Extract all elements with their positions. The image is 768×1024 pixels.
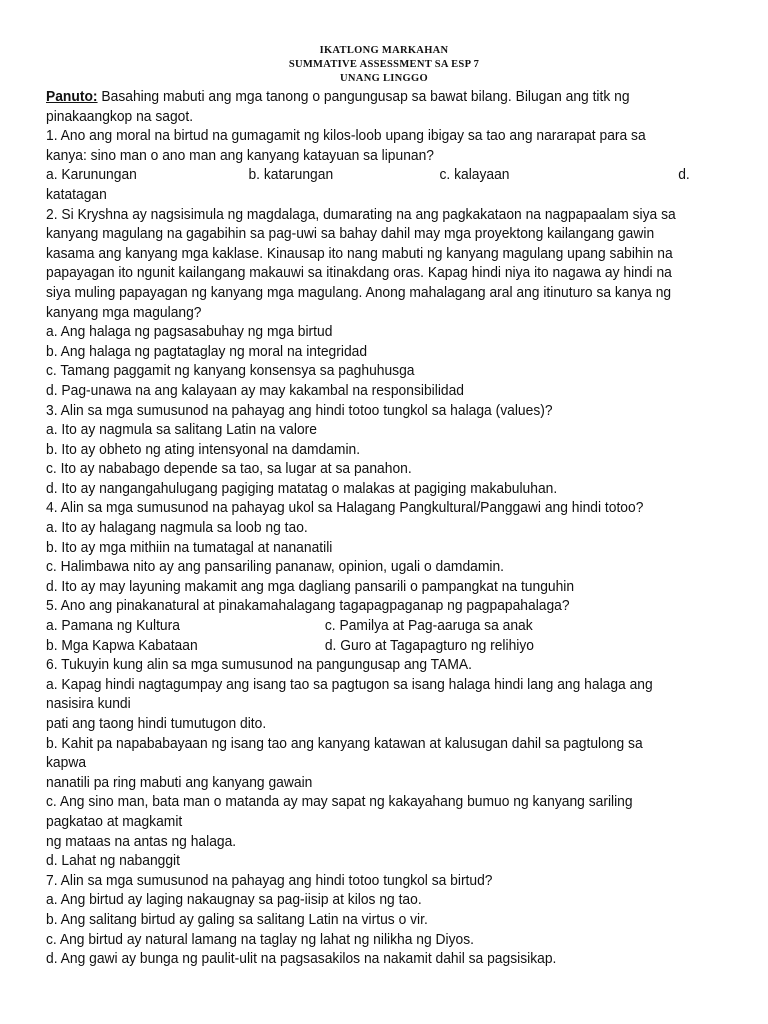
choice-a-cont: nasisira kundi	[46, 696, 131, 713]
choice-b: b. Ang halaga ng pagtataglay ng moral na integridad	[46, 343, 368, 360]
assessment-title: SUMMATIVE ASSESSMENT SA ESP 7	[288, 59, 480, 70]
choice-b: b. Mga Kapwa Kabataan	[46, 637, 198, 654]
choice-c-cont: ng mataas na antas ng halaga.	[46, 833, 237, 850]
question-2-cont: siya muling papayagan ng kanyang mga magulang. Anong mahalagang aral ang itinuturo sa kanya ng	[46, 284, 672, 301]
choice-c: c. kalayaan	[439, 167, 510, 184]
choice-c: c. Pamilya at Pag-aaruga sa anak	[324, 618, 533, 635]
question-1: 1. Ano ang moral na birtud na gumagamit ng kilos-loob upang ibigay sa tao ang nararapat para sa	[46, 128, 646, 145]
choice-c-cont: pagkatao at magkamit	[46, 813, 183, 830]
instructions-text-cont: pinakaangkop na sagot.	[46, 108, 194, 125]
document-body	[46, 88, 692, 970]
question-3: 3. Alin sa mga sumusunod na pahayag ang hindi totoo tungkol sa halaga (values)?	[46, 402, 553, 419]
choice-b: b. Ito ay mga mithiin na tumatagal at nananatili	[46, 539, 333, 556]
choice-d: d. Pag-unawa na ang kalayaan ay may kakambal na responsibilidad	[46, 382, 465, 399]
choice-a: a. Ang birtud ay laging nakaugnay sa pag-iisip at kilos ng tao.	[46, 892, 422, 909]
question-4: 4. Alin sa mga sumusunod na pahayag ukol sa Halagang Pangkultural/Panggawi ang hindi totoo?	[46, 500, 644, 517]
instructions-label: Panuto:	[46, 89, 98, 105]
choice-a: a. Ito ay halagang nagmula sa loob ng tao.	[46, 520, 308, 537]
question-6: 6. Tukuyin kung alin sa mga sumusunod na pangungusap ang TAMA.	[46, 657, 472, 674]
week-heading: UNANG LINGGO	[340, 73, 428, 84]
choice-a: a. Karunungan	[46, 167, 137, 184]
choice-d: d. Ito ay may layuning makamit ang mga dagliang pansarili o pampangkat na tunguhin	[46, 578, 575, 595]
instructions-text: Basahing mabuti ang mga tanong o pangungusap sa bawat bilang. Bilugan ang titk ng	[97, 89, 630, 105]
instructions	[46, 88, 692, 108]
question-5-choices-row2	[46, 637, 692, 657]
choice-d: d. Lahat ng nabanggit	[46, 853, 180, 870]
choice-b: b. katarungan	[248, 167, 334, 184]
choice-c: c. Ang sino man, bata man o matanda ay may sapat ng kakayahang bumuo ng kanyang sariling	[46, 794, 633, 811]
choice-d: d. Guro at Tagapagturo ng relihiyo	[324, 637, 535, 654]
question-2-cont: kasama ang kanyang mga kaklase. Kinausap ito nang mabuti ng kanyang magulang upang sabihin na	[46, 245, 673, 262]
choice-c: c. Ito ay nababago depende sa tao, sa lugar at sa panahon.	[46, 461, 412, 478]
question-5-choices-row1	[46, 617, 692, 637]
choice-b: b. Kahit pa napababayaan ng isang tao ang kanyang katawan at kalusugan dahil sa pagtulong sa	[46, 735, 643, 752]
choice-a: a. Ang halaga ng pagsasabuhay ng mga birtud	[46, 324, 333, 341]
choice-d-text: katatagan	[46, 186, 107, 203]
choice-a: a. Ito ay nagmula sa salitang Latin na valore	[46, 422, 317, 439]
question-2-cont: kanyang mga magulang?	[46, 304, 202, 321]
choice-b-cont: nanatili pa ring mabuti ang kanyang gawain	[46, 774, 313, 791]
choice-a: a. Pamana ng Kultura	[46, 618, 180, 635]
question-7: 7. Alin sa mga sumusunod na pahayag ang hindi totoo tungkol sa birtud?	[46, 872, 493, 889]
choice-c: c. Tamang paggamit ng kanyang konsensya sa paghuhusga	[46, 363, 415, 380]
choice-b: b. Ang salitang birtud ay galing sa salitang Latin na virtus o vir.	[46, 911, 428, 928]
choice-d: d. Ito ay nangangahulugang pagiging matatag o malakas at pagiging makabuluhan.	[46, 480, 558, 497]
choice-b-cont: kapwa	[46, 755, 87, 772]
choice-c: c. Ang birtud ay natural lamang na taglay ng lahat ng nilikha ng Diyos.	[46, 931, 475, 948]
question-2: 2. Si Kryshna ay nagsisimula ng magdalaga, dumarating na ang pagkakataon na nagpapaalam siya sa	[46, 206, 676, 223]
choice-a: a. Kapag hindi nagtagumpay ang isang tao sa pagtugon sa isang halaga hindi lang ang halaga ang	[46, 676, 653, 693]
choice-a-cont: pati ang taong hindi tumutugon dito.	[46, 716, 267, 732]
choice-c: c. Halimbawa nito ay ang pansariling pananaw, opinion, ugali o damdamin.	[46, 559, 505, 576]
question-1-cont: kanya: sino man o ano man ang kanyang katayuan sa lipunan?	[46, 147, 435, 164]
question-2-cont: kanyang magulang na gagabihin sa pag-uwi sa bahay dahil may mga proyektong kailangang gawin	[46, 226, 655, 243]
choice-d: d. Ang gawi ay bunga ng paulit-ulit na pagsasakilos na nakamit dahil sa pagsisikap.	[46, 951, 557, 968]
question-1-choices	[46, 166, 692, 186]
question-2-cont: papayagan ito ngunit kailangang makauwi sa itinakdang oras. Kapag hindi niya ito nagawa ay hindi na	[46, 265, 672, 282]
choice-b: b. Ito ay obheto ng ating intensyonal na damdamin.	[46, 441, 361, 458]
choice-d: d.	[678, 167, 690, 184]
quarter-heading: IKATLONG MARKAHAN	[319, 45, 449, 56]
question-5: 5. Ano ang pinakanatural at pinakamahalagang tagapagpaganap ng pagpapahalaga?	[46, 598, 570, 615]
